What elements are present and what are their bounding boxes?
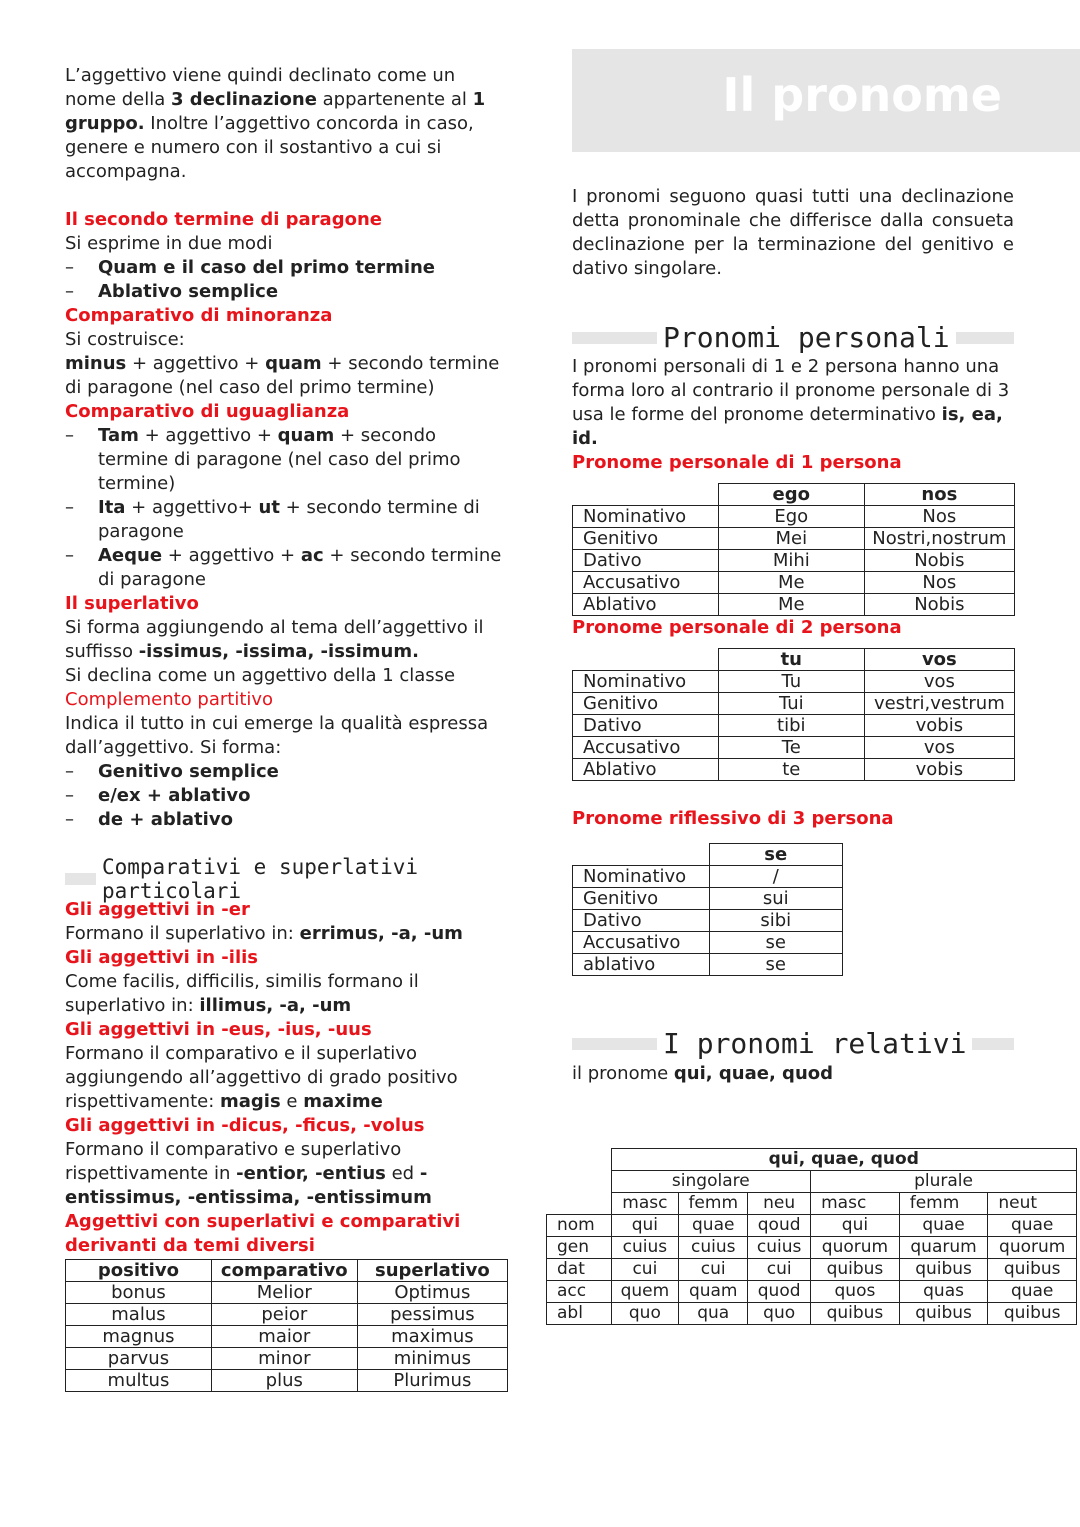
table-cell: quam xyxy=(679,1281,748,1303)
table-cell: peior xyxy=(211,1304,357,1326)
right-column xyxy=(572,185,1014,1086)
table-cell: singolare xyxy=(611,1171,811,1193)
table-row xyxy=(547,1259,1077,1281)
superlativo-text: Si forma aggiungendo al tema dell’aggettivo il suffisso -issimus, -issima, -issimum. xyxy=(65,617,484,662)
particolari-heading-text: Comparativi e superlativi particolari xyxy=(101,855,419,903)
table-cell: Tu xyxy=(718,671,864,693)
table-cell xyxy=(547,1193,612,1215)
table-cell: sibi xyxy=(709,910,843,932)
table-header xyxy=(573,484,719,506)
table-cell: tibi xyxy=(718,715,864,737)
table-cell: parvus xyxy=(66,1348,212,1370)
table-cell: magnus xyxy=(66,1326,212,1348)
table-header: tu xyxy=(718,649,864,671)
table-cell: quo xyxy=(748,1303,811,1325)
table-cell: quibus xyxy=(811,1303,900,1325)
table-cell: masc xyxy=(611,1193,679,1215)
list-item: – de + ablativo xyxy=(65,808,510,832)
table-cell: gen xyxy=(547,1237,612,1259)
table-header: ego xyxy=(718,484,864,506)
table-cell: cui xyxy=(748,1259,811,1281)
table-cell: quorum xyxy=(988,1237,1077,1259)
table-cell: quibus xyxy=(988,1259,1077,1281)
table-cell: acc xyxy=(547,1281,612,1303)
table-cell: Nos xyxy=(864,506,1014,528)
title-banner xyxy=(572,49,1080,152)
table-row xyxy=(573,671,1015,693)
table-cell: Me xyxy=(718,594,864,616)
er-text: Formano il superlativo in: errimus, -a, -um xyxy=(65,923,463,944)
relativi-table xyxy=(546,1148,1077,1325)
diversi-table xyxy=(65,1259,508,1392)
table-cell: quem xyxy=(611,1281,679,1303)
er-title: Gli aggettivi in -er xyxy=(65,899,250,920)
table-header: positivo xyxy=(66,1260,212,1282)
table-cell: vobis xyxy=(864,715,1014,737)
table-cell: nom xyxy=(547,1215,612,1237)
table-row xyxy=(573,759,1015,781)
ilis-text: Come facilis, difficilis, similis formano il superlativo in: illimus, -a, -um xyxy=(65,971,419,1016)
table-row xyxy=(573,910,843,932)
p1-title: Pronome personale di 1 persona xyxy=(572,452,902,473)
table-header: comparativo xyxy=(211,1260,357,1282)
table-cell: Accusativo xyxy=(573,572,719,594)
table-row xyxy=(573,715,1015,737)
table-header-row xyxy=(573,484,1015,506)
table-header: se xyxy=(709,844,843,866)
table-cell: pessimus xyxy=(357,1304,507,1326)
personali-text: I pronomi personali di 1 e 2 persona hanno una forma loro al contrario il pronome personale di 3 usa le forme del pronome determinativo is, ea, id. xyxy=(572,356,1010,449)
table-row xyxy=(573,866,843,888)
table-cell: plus xyxy=(211,1370,357,1392)
table-header: qui, quae, quod xyxy=(611,1149,1077,1171)
table-cell: Mihi xyxy=(718,550,864,572)
table-header: superlativo xyxy=(357,1260,507,1282)
table-cell: bonus xyxy=(66,1282,212,1304)
table-header-row xyxy=(573,844,843,866)
minoranza-text: Si costruisce: xyxy=(65,329,185,350)
table-row xyxy=(66,1326,508,1348)
table-cell: qoud xyxy=(748,1215,811,1237)
table-row xyxy=(573,594,1015,616)
table-row xyxy=(573,528,1015,550)
partitivo-title: Complemento partitivo xyxy=(65,689,274,710)
list-item: – Ablativo semplice xyxy=(65,280,510,304)
table-cell: quibus xyxy=(811,1259,900,1281)
table-cell: quas xyxy=(899,1281,988,1303)
table-cell: maximus xyxy=(357,1326,507,1348)
dicus-title: Gli aggettivi in -dicus, -ficus, -volus xyxy=(65,1115,425,1136)
table-cell: Nobis xyxy=(864,594,1014,616)
table-header xyxy=(573,649,719,671)
table-cell: cuius xyxy=(679,1237,748,1259)
table-cell: quae xyxy=(899,1215,988,1237)
table-cell: Nos xyxy=(864,572,1014,594)
table-cell: maior xyxy=(211,1326,357,1348)
list-item: – Ita + aggettivo+ ut + secondo termine di paragone xyxy=(65,496,510,544)
minoranza-title: Comparativo di minoranza xyxy=(65,305,333,326)
particolari-heading xyxy=(65,855,510,903)
table-cell: cuius xyxy=(611,1237,679,1259)
rifl-table xyxy=(572,843,843,976)
table-header xyxy=(547,1149,612,1171)
table-cell: cuius xyxy=(748,1237,811,1259)
table-cell: Genitivo xyxy=(573,528,719,550)
table-row xyxy=(547,1215,1077,1237)
list-item: – Genitivo semplice xyxy=(65,760,510,784)
table-cell: quos xyxy=(811,1281,900,1303)
left-column xyxy=(65,64,510,1392)
table-cell: / xyxy=(709,866,843,888)
table-row xyxy=(573,888,843,910)
table-cell: Accusativo xyxy=(573,737,719,759)
table-cell: cui xyxy=(679,1259,748,1281)
table-cell: Ablativo xyxy=(573,759,719,781)
table-header: vos xyxy=(864,649,1014,671)
table-cell: Plurimus xyxy=(357,1370,507,1392)
table-cell: Dativo xyxy=(573,715,719,737)
table-cell: dat xyxy=(547,1259,612,1281)
table-cell: abl xyxy=(547,1303,612,1325)
table-cell: qui xyxy=(811,1215,900,1237)
table-row xyxy=(547,1281,1077,1303)
table-header xyxy=(573,844,710,866)
table-cell: Optimus xyxy=(357,1282,507,1304)
table-cell: quibus xyxy=(899,1259,988,1281)
table-cell: Nominativo xyxy=(573,671,719,693)
heading-bar-right xyxy=(956,332,1014,344)
table-row xyxy=(573,932,843,954)
table-cell: malus xyxy=(66,1304,212,1326)
table-cell: vos xyxy=(864,737,1014,759)
table-row xyxy=(573,506,1015,528)
list-item: – e/ex + ablativo xyxy=(65,784,510,808)
uguaglianza-title: Comparativo di uguaglianza xyxy=(65,401,350,422)
table-row xyxy=(547,1237,1077,1259)
table-header-row xyxy=(573,649,1015,671)
dicus-text: Formano il comparativo e superlativo rispettivamente in -entior, -entius ed -entissimus, -entissima, -entissimum xyxy=(65,1139,432,1208)
table-cell: femm xyxy=(899,1193,988,1215)
table-cell: Me xyxy=(718,572,864,594)
table-cell: Nostri,nostrum xyxy=(864,528,1014,550)
table-cell: Te xyxy=(718,737,864,759)
table-cell: quae xyxy=(679,1215,748,1237)
partitivo-text: Indica il tutto in cui emerge la qualità espressa dall’aggettivo. Si forma: xyxy=(65,713,489,758)
list-item: – Tam + aggettivo + quam + secondo termine di paragone (nel caso del primo termine) xyxy=(65,424,510,496)
eus-title: Gli aggettivi in -eus, -ius, -uus xyxy=(65,1019,372,1040)
heading-bar-left xyxy=(65,873,96,885)
list-item: – Aeque + aggettivo + ac + secondo termine di paragone xyxy=(65,544,510,592)
table-cell: Dativo xyxy=(573,550,719,572)
table-row xyxy=(573,572,1015,594)
table-cell: Genitivo xyxy=(573,888,710,910)
ilis-title: Gli aggettivi in -ilis xyxy=(65,947,258,968)
minoranza-formula: minus + aggettivo + quam + secondo termine di paragone (nel caso del primo termine) xyxy=(65,353,500,398)
page-title: Il pronome xyxy=(722,68,1002,122)
table-cell: quarum xyxy=(899,1237,988,1259)
list-item: – Quam e il caso del primo termine xyxy=(65,256,510,280)
table-cell: Dativo xyxy=(573,910,710,932)
table-cell: sui xyxy=(709,888,843,910)
table-title-row xyxy=(547,1149,1077,1171)
table-cell: ablativo xyxy=(573,954,710,976)
relativi-heading xyxy=(572,1026,1014,1062)
table-header-row xyxy=(66,1260,508,1282)
table-cell: minor xyxy=(211,1348,357,1370)
diversi-title: Aggettivi con superlativi e comparativi derivanti da temi diversi xyxy=(65,1211,461,1256)
table-cell: Ego xyxy=(718,506,864,528)
rifl-title: Pronome riflessivo di 3 persona xyxy=(572,808,894,829)
personali-heading xyxy=(572,321,1014,355)
table-cell: quod xyxy=(748,1281,811,1303)
table-cell: plurale xyxy=(811,1171,1077,1193)
table-cell: quae xyxy=(988,1215,1077,1237)
table-cell: multus xyxy=(66,1370,212,1392)
table-cell: quibus xyxy=(988,1303,1077,1325)
pronome-intro: I pronomi seguono quasi tutti una declinazione detta pronominale che differisce dalla consueta declinazione per la terminazione del genitivo e dativo singolare. xyxy=(572,186,1014,279)
relativi-heading-text: I pronomi relativi xyxy=(663,1027,967,1060)
table-row xyxy=(66,1282,508,1304)
table-row xyxy=(573,550,1015,572)
table-cell: Melior xyxy=(211,1282,357,1304)
eus-text: Formano il comparativo e il superlativo aggiungendo all’aggettivo di grado positivo rispettivamente: magis e maxime xyxy=(65,1043,458,1112)
table-cell: quorum xyxy=(811,1237,900,1259)
table-cell: quo xyxy=(611,1303,679,1325)
p2-title: Pronome personale di 2 persona xyxy=(572,617,902,638)
table-cell: cui xyxy=(611,1259,679,1281)
table-cell: qui xyxy=(611,1215,679,1237)
table-cell xyxy=(547,1171,612,1193)
table-row xyxy=(66,1304,508,1326)
relativi-text: il pronome qui, quae, quod xyxy=(572,1063,834,1084)
table-row xyxy=(573,693,1015,715)
table-row xyxy=(573,954,843,976)
table-header: nos xyxy=(864,484,1014,506)
table-cell: se xyxy=(709,954,843,976)
table-gender-row xyxy=(547,1193,1077,1215)
table-cell: femm xyxy=(679,1193,748,1215)
table-cell: vestri,vestrum xyxy=(864,693,1014,715)
table-cell: quae xyxy=(988,1281,1077,1303)
secondo-text: Si esprime in due modi xyxy=(65,233,273,254)
table-row xyxy=(547,1303,1077,1325)
p2-table xyxy=(572,648,1015,781)
table-cell: vobis xyxy=(864,759,1014,781)
table-cell: Genitivo xyxy=(573,693,719,715)
heading-bar-right xyxy=(972,1038,1014,1050)
secondo-title: Il secondo termine di paragone xyxy=(65,209,382,230)
table-cell: qua xyxy=(679,1303,748,1325)
table-cell: Accusativo xyxy=(573,932,710,954)
table-cell: vos xyxy=(864,671,1014,693)
superlativo-text2: Si declina come un aggettivo della 1 classe xyxy=(65,665,456,686)
table-cell: minimus xyxy=(357,1348,507,1370)
heading-bar-left xyxy=(572,332,657,344)
heading-bar-left xyxy=(572,1038,657,1050)
personali-heading-text: Pronomi personali xyxy=(663,321,950,354)
intro-paragraph: L’aggettivo viene quindi declinato come un nome della 3 declinazione appartenente al 1 gruppo. Inoltre l’aggettivo concorda in caso, genere e numero con il sostantivo a cui si accompagna. xyxy=(65,65,486,182)
table-cell: Mei xyxy=(718,528,864,550)
table-cell: quibus xyxy=(899,1303,988,1325)
table-cell: masc xyxy=(811,1193,900,1215)
table-cell: Nominativo xyxy=(573,866,710,888)
table-row xyxy=(66,1348,508,1370)
table-cell: Ablativo xyxy=(573,594,719,616)
p1-table xyxy=(572,483,1015,616)
table-cell: neut xyxy=(988,1193,1077,1215)
table-number-row xyxy=(547,1171,1077,1193)
table-cell: Nobis xyxy=(864,550,1014,572)
table-cell: se xyxy=(709,932,843,954)
table-cell: neu xyxy=(748,1193,811,1215)
table-row xyxy=(66,1370,508,1392)
superlativo-title: Il superlativo xyxy=(65,593,199,614)
table-cell: Nominativo xyxy=(573,506,719,528)
table-cell: Tui xyxy=(718,693,864,715)
table-cell: te xyxy=(718,759,864,781)
table-row xyxy=(573,737,1015,759)
